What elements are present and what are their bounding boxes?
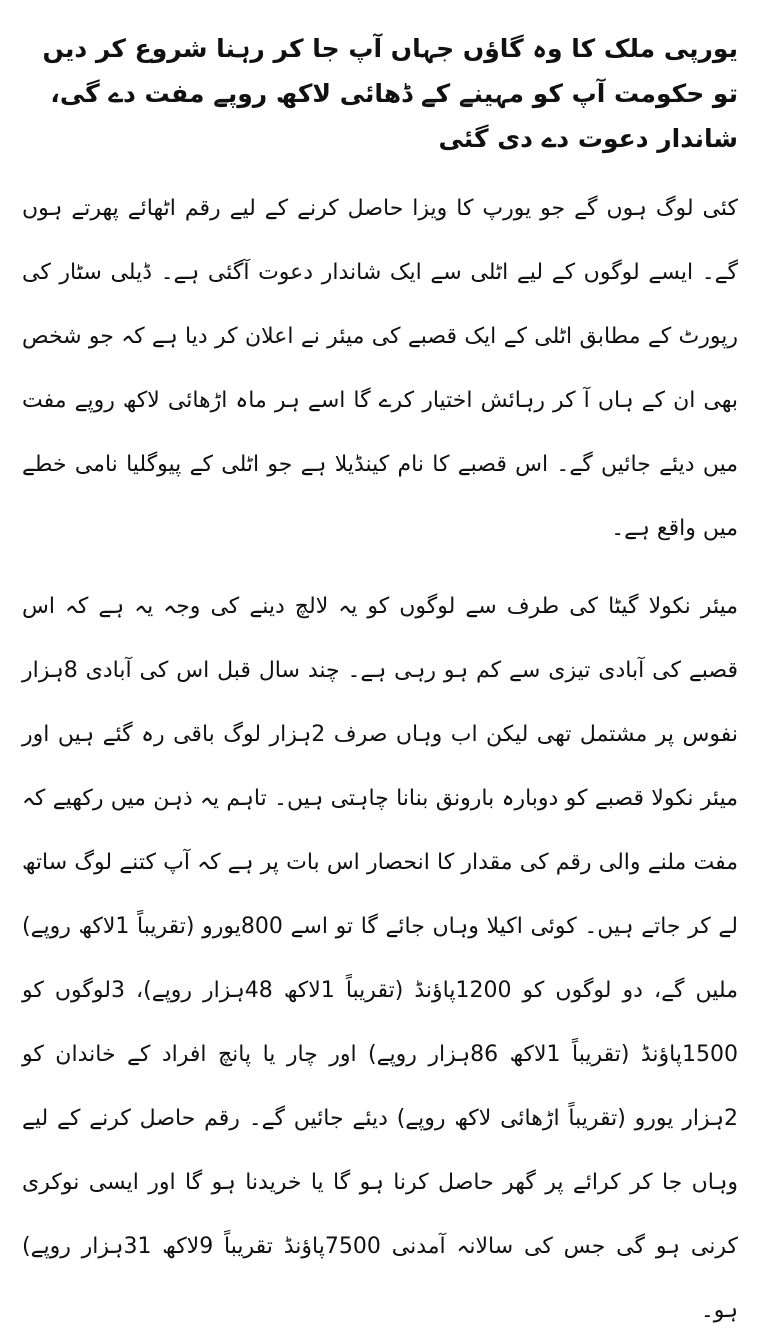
paragraph-spacer (22, 561, 738, 575)
headline-spacer (22, 161, 738, 177)
article-headline: یورپی ملک کا وہ گاؤں جہاں آپ جا کر رہنا شروع کر دیں تو حکومت آپ کو مہینے کے ڈھائی لاکھ روپے مفت دے گی، شاندار دعوت دے دی گئی (42, 34, 738, 153)
article-paragraph-2: میئر نکولا گیٹا کی طرف سے لوگوں کو یہ لالچ دینے کی وجہ یہ ہے کہ اس قصبے کی آبادی تیزی سے کم ہو رہی ہے۔ چند سال قبل اس کی آبادی 8ہزار نفوس پر مشتمل تھی لیکن اب وہاں صرف 2ہزار لوگ باقی رہ گئے ہیں اور میئر نکولا قصبے کو دوبارہ بارونق بنانا چاہتی ہیں۔ تاہم یہ ذہن میں رکھیے کہ مفت ملنے والی رقم کی مقدار کا انحصار اس بات پر ہے کہ آپ کتنے لوگ ساتھ لے کر جاتے ہیں۔ کوئی اکیلا وہاں جائے گا تو اسے 800یورو (تقریباً 1لاکھ روپے) ملیں گے، دو لوگوں کو 1200پاؤنڈ (تقریباً 1لاکھ 48ہزار روپے)، 3لوگوں کو 1500پاؤنڈ (تقریباً 1لاکھ 86ہزار روپے) اور چار یا پانچ افراد کے خاندان کو 2ہزار یورو (تقریباً اڑھائی لاکھ روپے) دیئے جائیں گے۔ رقم حاصل کرنے کے لیے وہاں جا کر کرائے پر گھر حاصل کرنا ہو گا یا خریدنا ہو گا اور ایسی نوکری کرنی ہو گی جس کی سالانہ آمدنی 7500پاؤنڈ تقریباً 9لاکھ 31ہزار روپے) ہو۔ (22, 594, 739, 1323)
article-paragraph-1: کئی لوگ ہوں گے جو یورپ کا ویزا حاصل کرنے کے لیے رقم اٹھائے پھرتے ہوں گے۔ ایسے لوگوں کے لیے اٹلی سے ایک شاندار دعوت آگئی ہے۔ ڈیلی سٹار کی رپورٹ کے مطابق اٹلی کے ایک قصبے کی میئر نے اعلان کر دیا ہے کہ جو شخص بھی ان کے ہاں آ کر رہائش اختیار کرے گا اسے ہر ماہ اڑھائی لاکھ روپے مفت میں دیئے جائیں گے۔ اس قصبے کا نام کینڈیلا ہے جو اٹلی کے پیوگلیا نامی خطے میں واقع ہے۔ (22, 196, 738, 541)
